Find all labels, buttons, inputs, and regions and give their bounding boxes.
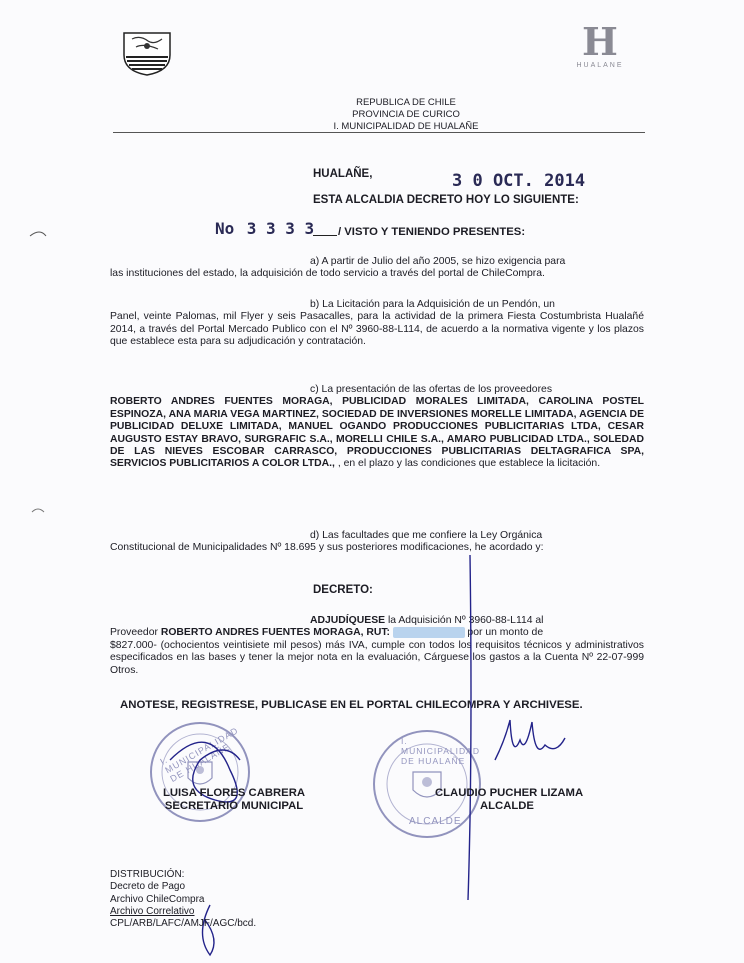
date-stamp: 3 0 OCT. 2014 xyxy=(452,171,586,191)
bidders-list: ROBERTO ANDRES FUENTES MORAGA, PUBLICIDAD MORALES LIMITADA, CAROLINA POSTEL ESPINOZA, ANA MARIA VEGA MARTINEZ, SOCIEDAD DE INVERSIONES MORELLE LIMITADA, AGENCIA DE PUBLICIDAD DELUXE LIMITADA, MANUEL OGANDO PRODUCCIONES PUBLICITARIAS LTDA, CESAR AUGUSTO ESTAY BRAVO, SURGRAFIC S.A., MORELLI CHILE S.A., AMARO PUBLICIDAD LTDA., SOLEDAD DE LAS NIEVES ESCOBAR CARRASCO, PRODUCCIONES PUBLICITARIAS DELTAGRAFICA SPA, SERVICIOS PUBLICITARIOS A COLOR LTDA., xyxy=(110,396,644,470)
paragraph-a-rest: las instituciones del estado, la adquisición de todo servicio a través del portal de ChileCompra. xyxy=(110,268,545,280)
closing-statement: ANOTESE, REGISTRESE, PUBLICASE EN EL PORTAL CHILECOMPRA Y ARCHIVESE. xyxy=(120,699,583,711)
stamp-top-text: I. MUNICIPALIDAD DE HUALAÑE xyxy=(401,736,480,766)
paragraph-b-first: b) La Licitación para la Adquisición de un Pendón, un xyxy=(310,299,555,310)
stamp-bottom-text: ALCALDE xyxy=(409,816,462,827)
ink-vertical-line xyxy=(468,555,471,900)
paragraph-a-first: a) A partir de Julio del año 2005, se hizo exigencia para xyxy=(310,256,566,267)
distribution-item: Archivo Correlativo xyxy=(110,905,195,917)
margin-mark xyxy=(32,509,44,512)
mayor-signature-block xyxy=(435,787,615,813)
letterhead-line: I. MUNICIPALIDAD DE HUALAÑE xyxy=(333,121,479,132)
paragraph-b-rest: Panel, veinte Palomas, mil Flyer y seis Pasacalles, para la actividad de la primera Fiesta Costumbrista Hualañé 2014, a través del Portal Mercado Publico con el Nº 3960-88-L114, de acuerdo a la normativa vigente y los plazos que establece esta para su adjudicación y contratación. xyxy=(110,311,644,348)
adjudiquese-verb: ADJUDÍQUESE xyxy=(310,615,386,626)
distribution-title: DISTRIBUCIÓN: xyxy=(110,869,185,880)
decree-intro: ESTA ALCALDIA DECRETO HOY LO SIGUIENTE: xyxy=(313,194,579,206)
place: HUALAÑE, xyxy=(313,168,373,180)
distribution-item: CPL/ARB/LAFC/AMJF/AGC/bcd. xyxy=(110,918,257,930)
secretary-name: LUISA FLORES CABRERA xyxy=(162,787,306,799)
stamp-top-text: I. MUNICIPALIDAD DE HUALAÑE xyxy=(158,725,241,784)
number-prefix: No xyxy=(215,219,235,238)
letterhead-line: PROVINCIA DE CURICO xyxy=(352,109,460,120)
brand-name: HUALANE xyxy=(576,62,624,69)
letterhead-line: REPUBLICA DE CHILE xyxy=(356,97,456,108)
visto-colon: : xyxy=(521,226,526,238)
after-rut: por un monto de xyxy=(467,627,544,639)
paragraph-d-rest: Constitucional de Municipalidades Nº 18.695 y sus posteriores modificaciones, he acordado y: xyxy=(110,542,544,554)
visto-text: / VISTO Y TENIENDO PRESENTES xyxy=(338,226,522,238)
adjudication-first: la Adquisición Nº 3960-88-L114 al xyxy=(387,615,544,626)
paragraph-c-tail: , en el plazo y las condiciones que establece la licitación. xyxy=(337,458,601,470)
distribution-item: Archivo ChileCompra xyxy=(110,893,205,905)
margin-mark xyxy=(30,232,46,236)
adjudication-rest: $827.000- (ochocientos veintisiete mil pesos) más IVA, cumple con todos los requisitos técnicos y administrativos especificados en las bases y tener la mejor nota en la evaluación, Cárguese los gastos a la Cuenta Nº 22-07-999 Otros. xyxy=(110,639,644,676)
winner-name: ROBERTO ANDRES FUENTES MORAGA, RUT: xyxy=(160,627,391,639)
secretary-role: SECRETARIO MUNICIPAL xyxy=(164,800,304,812)
paragraph-c-first: c) La presentación de las ofertas de los proveedores xyxy=(310,384,553,395)
mayor-role: ALCALDE xyxy=(480,800,534,812)
proveedor-label: Proveedor xyxy=(110,627,158,639)
paragraph-d-first: d) Las facultades que me confiere la Ley Orgánica xyxy=(310,530,543,541)
distribution-item: Decreto de Pago xyxy=(110,881,186,893)
decree-number: 3 3 3 3 xyxy=(246,219,315,238)
secretary-signature-block xyxy=(159,787,309,813)
distribution-list xyxy=(110,869,256,930)
decreto-heading: DECRETO: xyxy=(313,584,373,596)
mayor-name: CLAUDIO PUCHER LIZAMA xyxy=(435,787,584,799)
mayor-signature xyxy=(495,720,565,760)
brand-letter: H xyxy=(582,19,618,64)
